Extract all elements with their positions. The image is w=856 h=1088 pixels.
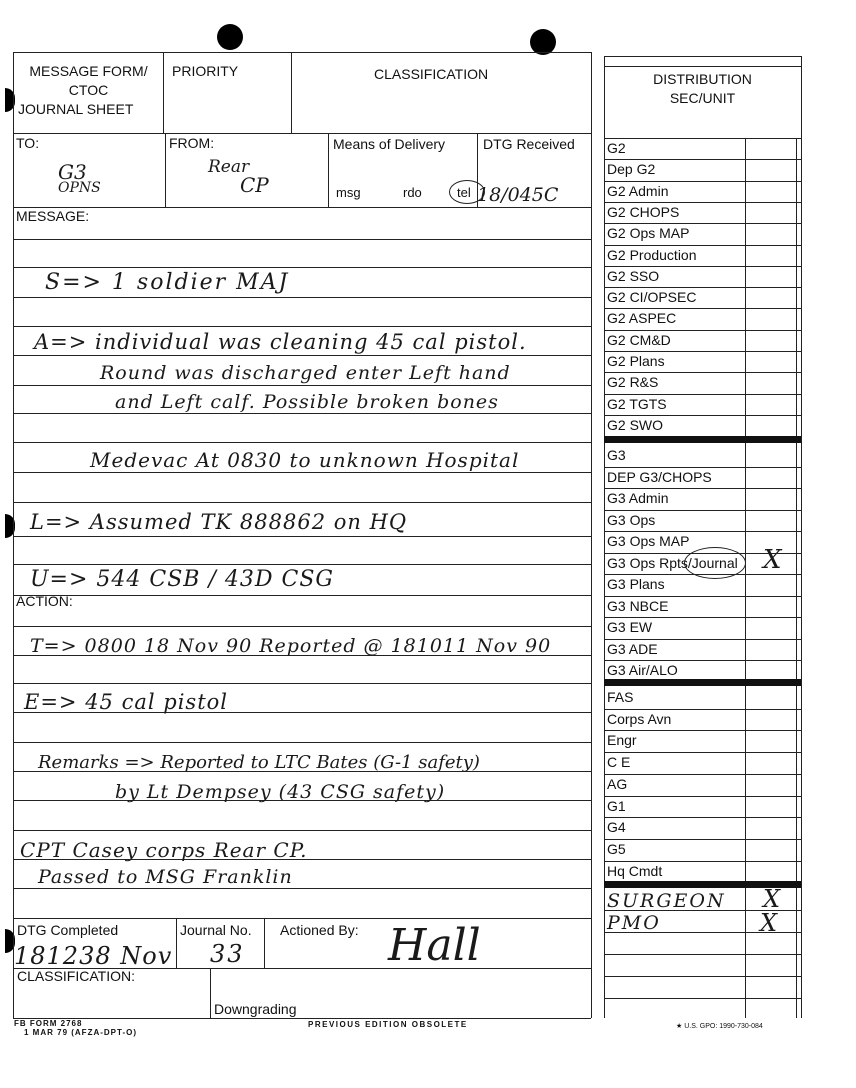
message-line-7: U=> 544 CSB / 43D CSG xyxy=(30,567,334,592)
previous-edition-note: PREVIOUS EDITION OBSOLETE xyxy=(308,1020,468,1029)
distribution-other-item-8: Hq Cmdt xyxy=(607,862,663,879)
message-line-5: Medevac At 0830 to unknown Hospital xyxy=(90,448,520,472)
priority-label: PRIORITY xyxy=(172,63,239,79)
dtg-completed-value: 181238 Nov xyxy=(14,942,173,970)
distribution-other-item-rule-7 xyxy=(604,861,801,862)
distribution-g2-item-rule-2 xyxy=(604,202,801,203)
dtg-received-label: DTG Received xyxy=(483,136,575,152)
distribution-hand-item-0: SURGEON xyxy=(607,890,726,912)
action-line-4: by Lt Dempsey (43 CSG safety) xyxy=(115,781,446,803)
distribution-g3-item-10: G3 Air/ALO xyxy=(607,662,678,678)
distribution-g2-item-rule-11 xyxy=(604,394,801,395)
form-number-line2: 1 MAR 79 (AFZA-DPT-O) xyxy=(24,1028,137,1037)
classification-header-label: CLASSIFICATION xyxy=(374,66,489,82)
distribution-g3-item-rule-1 xyxy=(604,488,801,489)
to-label: TO: xyxy=(16,135,40,151)
distribution-g2-item-12: G2 TGTS xyxy=(607,395,667,412)
distribution-g2-item-rule-12 xyxy=(604,415,801,416)
distribution-other-item-2: Engr xyxy=(607,732,637,749)
distribution-g3-item-rule-0 xyxy=(604,467,801,468)
distribution-g3-item-rule-2 xyxy=(604,510,801,511)
distribution-g2-item-rule-8 xyxy=(604,330,801,331)
journal-check-mark: X xyxy=(763,545,782,575)
action-line-1: T=> 0800 18 Nov 90 Reported @ 181011 Nov 90 xyxy=(30,635,552,657)
journal-no-value: 33 xyxy=(210,940,245,968)
distribution-g3-item-rule-7 xyxy=(604,617,801,618)
distribution-g2-item-5: G2 Production xyxy=(607,246,697,263)
distribution-g2-item-4: G2 Ops MAP xyxy=(607,225,690,242)
form-title-line1: MESSAGE FORM/ xyxy=(29,63,148,79)
surgeon-check-mark: X xyxy=(763,885,781,913)
distribution-g3-item-5: G3 Ops Rpts/Journal xyxy=(607,554,738,571)
from-value-line2: CP xyxy=(240,173,269,197)
to-value-line1: G3 xyxy=(58,160,87,184)
form-number xyxy=(14,1019,137,1037)
distribution-label-line1: DISTRIBUTION xyxy=(653,71,752,87)
distribution-g2-item-rule-7 xyxy=(604,308,801,309)
message-label: MESSAGE: xyxy=(16,208,90,224)
actioned-by-label: Actioned By: xyxy=(280,922,359,938)
distribution-g3-item-9: G3 ADE xyxy=(607,640,658,657)
distribution-g3-item-rule-8 xyxy=(604,639,801,640)
distribution-g3-item-2: G3 Admin xyxy=(607,490,669,506)
distribution-other-item-4: AG xyxy=(607,775,628,792)
distribution-other-item-rule-3 xyxy=(604,774,801,775)
distribution-other-item-7: G5 xyxy=(607,840,626,857)
distribution-label xyxy=(606,70,799,108)
distribution-g2-item-9: G2 CM&D xyxy=(607,331,671,348)
journal-circle-mark xyxy=(684,547,746,579)
distribution-divider-g3 xyxy=(604,679,801,686)
distribution-blank-rule-0 xyxy=(604,954,801,955)
distribution-blank-rule-2 xyxy=(604,998,801,999)
distribution-g2-item-rule-1 xyxy=(604,181,801,182)
distribution-g3-item-7: G3 NBCE xyxy=(607,597,669,614)
means-option-msg: msg xyxy=(336,185,361,200)
distribution-g2-item-11: G2 R&S xyxy=(607,374,659,391)
pmo-check-mark: X xyxy=(760,909,778,937)
distribution-g3-item-8: G3 EW xyxy=(607,619,653,635)
form-title xyxy=(16,62,161,119)
distribution-g3-item-4: G3 Ops MAP xyxy=(607,533,690,549)
actioned-by-signature: Hall xyxy=(388,920,481,971)
means-of-delivery-label: Means of Delivery xyxy=(333,136,446,152)
means-option-tel: tel xyxy=(457,185,471,200)
action-line-5: CPT Casey corps Rear CP. xyxy=(20,838,308,862)
distribution-g2-item-0: G2 xyxy=(607,140,626,156)
distribution-g2-item-8: G2 ASPEC xyxy=(607,310,677,327)
distribution-label-line2: SEC/UNIT xyxy=(669,90,736,106)
distribution-g2-item-rule-9 xyxy=(604,351,801,352)
distribution-g2-item-rule-6 xyxy=(604,287,801,288)
distribution-g3-item-rule-9 xyxy=(604,660,801,661)
distribution-g3-item-rule-6 xyxy=(604,596,801,597)
action-line-2: E=> 45 cal pistol xyxy=(24,690,229,714)
action-label: ACTION: xyxy=(16,593,73,609)
distribution-other-item-rule-1 xyxy=(604,730,801,731)
distribution-g2-item-rule-5 xyxy=(604,266,801,267)
means-option-rdo: rdo xyxy=(403,185,422,200)
distribution-other-item-rule-5 xyxy=(604,817,801,818)
distribution-g3-item-6: G3 Plans xyxy=(607,576,665,592)
distribution-g2-item-6: G2 SSO xyxy=(607,267,660,284)
journal-no-label: Journal No. xyxy=(180,922,252,938)
distribution-g2-item-3: G2 CHOPS xyxy=(607,203,680,220)
message-line-2: A=> individual was cleaning 45 cal pistol. xyxy=(34,330,527,354)
punch-hole-left xyxy=(217,24,243,50)
gpo-notice: ★ U.S. GPO: 1990-730-084 xyxy=(676,1023,763,1030)
distribution-g3-item-rule-3 xyxy=(604,531,801,532)
message-line-1: S=> 1 soldier MAJ xyxy=(45,270,290,295)
distribution-g2-item-2: G2 Admin xyxy=(607,182,669,199)
message-line-3: Round was discharged enter Left hand xyxy=(100,362,511,384)
distribution-g3-item-0: G3 xyxy=(607,447,626,463)
message-line-6: L=> Assumed TK 888862 on HQ xyxy=(30,510,408,534)
distribution-divider-g2 xyxy=(604,436,801,443)
distribution-blank-rule-1 xyxy=(604,976,801,977)
downgrading-label: Downgrading xyxy=(214,1001,297,1017)
dtg-completed-label: DTG Completed xyxy=(17,922,119,938)
distribution-g2-item-7: G2 CI/OPSEC xyxy=(607,289,697,306)
classification-footer-label: CLASSIFICATION: xyxy=(17,968,135,984)
from-value-line1: Rear xyxy=(208,157,250,177)
distribution-g2-item-10: G2 Plans xyxy=(607,353,665,369)
distribution-other-item-rule-4 xyxy=(604,796,801,797)
form-number-line1: FB FORM 2768 xyxy=(14,1019,83,1028)
distribution-hand-item-1: PMO xyxy=(607,912,661,934)
distribution-g3-item-1: DEP G3/CHOPS xyxy=(607,468,712,485)
distribution-other-item-3: C E xyxy=(607,754,631,771)
action-line-3: Remarks => Reported to LTC Bates (G-1 safety) xyxy=(38,752,480,773)
to-value-line2: OPNS xyxy=(58,180,101,196)
distribution-g2-item-rule-0 xyxy=(604,159,801,160)
form-title-line2: CTOC xyxy=(68,82,109,98)
distribution-g2-item-rule-10 xyxy=(604,372,801,373)
distribution-g3-item-3: G3 Ops xyxy=(607,511,656,528)
from-label: FROM: xyxy=(169,135,215,151)
distribution-other-item-rule-0 xyxy=(604,709,801,710)
dtg-received-value: 18/045C xyxy=(477,184,559,206)
distribution-other-item-rule-2 xyxy=(604,752,801,753)
distribution-other-item-6: G4 xyxy=(607,819,626,836)
action-line-6: Passed to MSG Franklin xyxy=(38,866,293,888)
distribution-other-item-rule-6 xyxy=(604,839,801,840)
message-line-4: and Left calf. Possible broken bones xyxy=(115,391,499,413)
distribution-g2-item-rule-3 xyxy=(604,223,801,224)
form-title-line3: JOURNAL SHEET xyxy=(18,101,134,117)
distribution-other-item-0: FAS xyxy=(607,689,634,705)
distribution-g2-item-1: Dep G2 xyxy=(607,161,656,178)
distribution-g2-item-13: G2 SWO xyxy=(607,416,664,433)
distribution-g2-item-rule-4 xyxy=(604,245,801,246)
distribution-other-item-5: G1 xyxy=(607,797,626,814)
distribution-other-item-1: Corps Avn xyxy=(607,710,672,727)
